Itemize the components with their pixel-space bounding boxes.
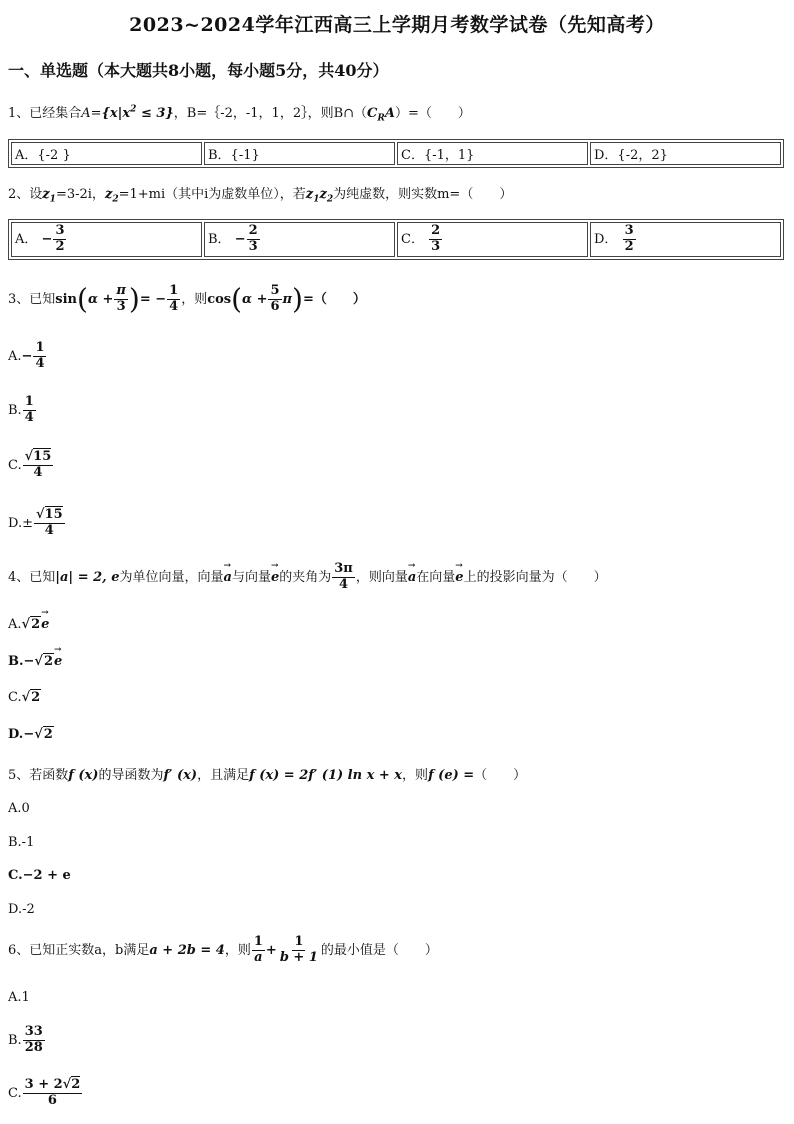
q4-option-d[interactable]: D.−√2 (8, 727, 53, 742)
q2-option-c[interactable]: C． $\frac{2}{3}$ (397, 222, 588, 257)
q6-option-c[interactable]: C. $\frac{3 + 2√2}{6}$ (8, 1077, 81, 1108)
q1-option-d[interactable]: D．{-2，2} (590, 142, 781, 165)
q5-option-a[interactable]: A.0 (8, 801, 30, 816)
q1-option-b[interactable]: B．{-1} (204, 142, 395, 165)
q2-option-b[interactable]: B． − $\frac{2}{3}$ (204, 222, 395, 257)
q2-options (8, 219, 784, 260)
q3-option-c[interactable]: C. $\frac{√15}{4}$ (8, 449, 52, 480)
q4-option-a[interactable]: A.√2→ e (8, 617, 49, 632)
question-6: 6、已知正实数a，b满足a + 2b = 4，则 $\frac{1}{a}$ + $\frac{1}{b + 1}$ 的最小值是（ ） (8, 934, 438, 965)
question-3: 3、已知sin(α + $\frac{\pi}{3}$ )= − $\frac{1}{4}$ ，则cos(α + $\frac{5}{6}$ π)=（ ） (8, 282, 366, 316)
q4-option-b[interactable]: B.−√2→ e (8, 654, 62, 669)
page-title: 2023~2024学年江西高三上学期月考数学试卷（先知高考） (129, 14, 665, 36)
q5-option-c[interactable]: C.−2 + e (8, 868, 71, 883)
question-2: 2、设$z_1=3-2i$，$z_2=1+mi$（其中i为虚数单位），若$z_1z_2$为纯虚数，则实数m=（ ） (8, 187, 513, 205)
q6-option-b[interactable]: B. $\frac{33}{28}$ (8, 1024, 43, 1055)
question-4: 4、已知|a| = 2, e为单位向量，向量→ a与向量→ e的夹角为 $\frac{3\pi}{4}$ ，则向量→ a在向量→ e上的投影向量为（ ） (8, 562, 607, 593)
q3-option-d[interactable]: D.± $\frac{√15}{4}$ (8, 507, 63, 538)
q1-option-c[interactable]: C．{-1，1} (397, 142, 588, 165)
set-a: $\{x|x^2 \le 3\}$ (101, 104, 174, 121)
q1-options (8, 139, 784, 168)
q6-option-a[interactable]: A.1 (8, 990, 30, 1005)
q1-option-a[interactable]: A．{-2 } (11, 142, 202, 165)
question-1: 1、已经集合$A=\{x|x^2 \le 3\}$，B=｛-2，-1，1，2｝，则$B\cap(C_RA)=$（ ） (8, 104, 471, 124)
q2-option-d[interactable]: D． $\frac{3}{2}$ (590, 222, 781, 257)
q5-option-d[interactable]: D.-2 (8, 902, 35, 917)
q4-option-c[interactable]: C.√2 (8, 690, 41, 705)
q2-option-a[interactable]: A． − $\frac{3}{2}$ (11, 222, 202, 257)
q3-option-a[interactable]: A.− $\frac{1}{4}$ (8, 340, 45, 371)
q3-option-b[interactable]: B. $\frac{1}{4}$ (8, 394, 34, 425)
section-heading: 一、单选题（本大题共8小题，每小题5分，共40分） (8, 61, 389, 80)
question-5: 5、若函数f (x)的导函数为f′ (x)，且满足f (x) = 2f′ (1) ln x + x，则f (e) =（ ） (8, 768, 527, 783)
q5-option-b[interactable]: B.-1 (8, 835, 35, 850)
